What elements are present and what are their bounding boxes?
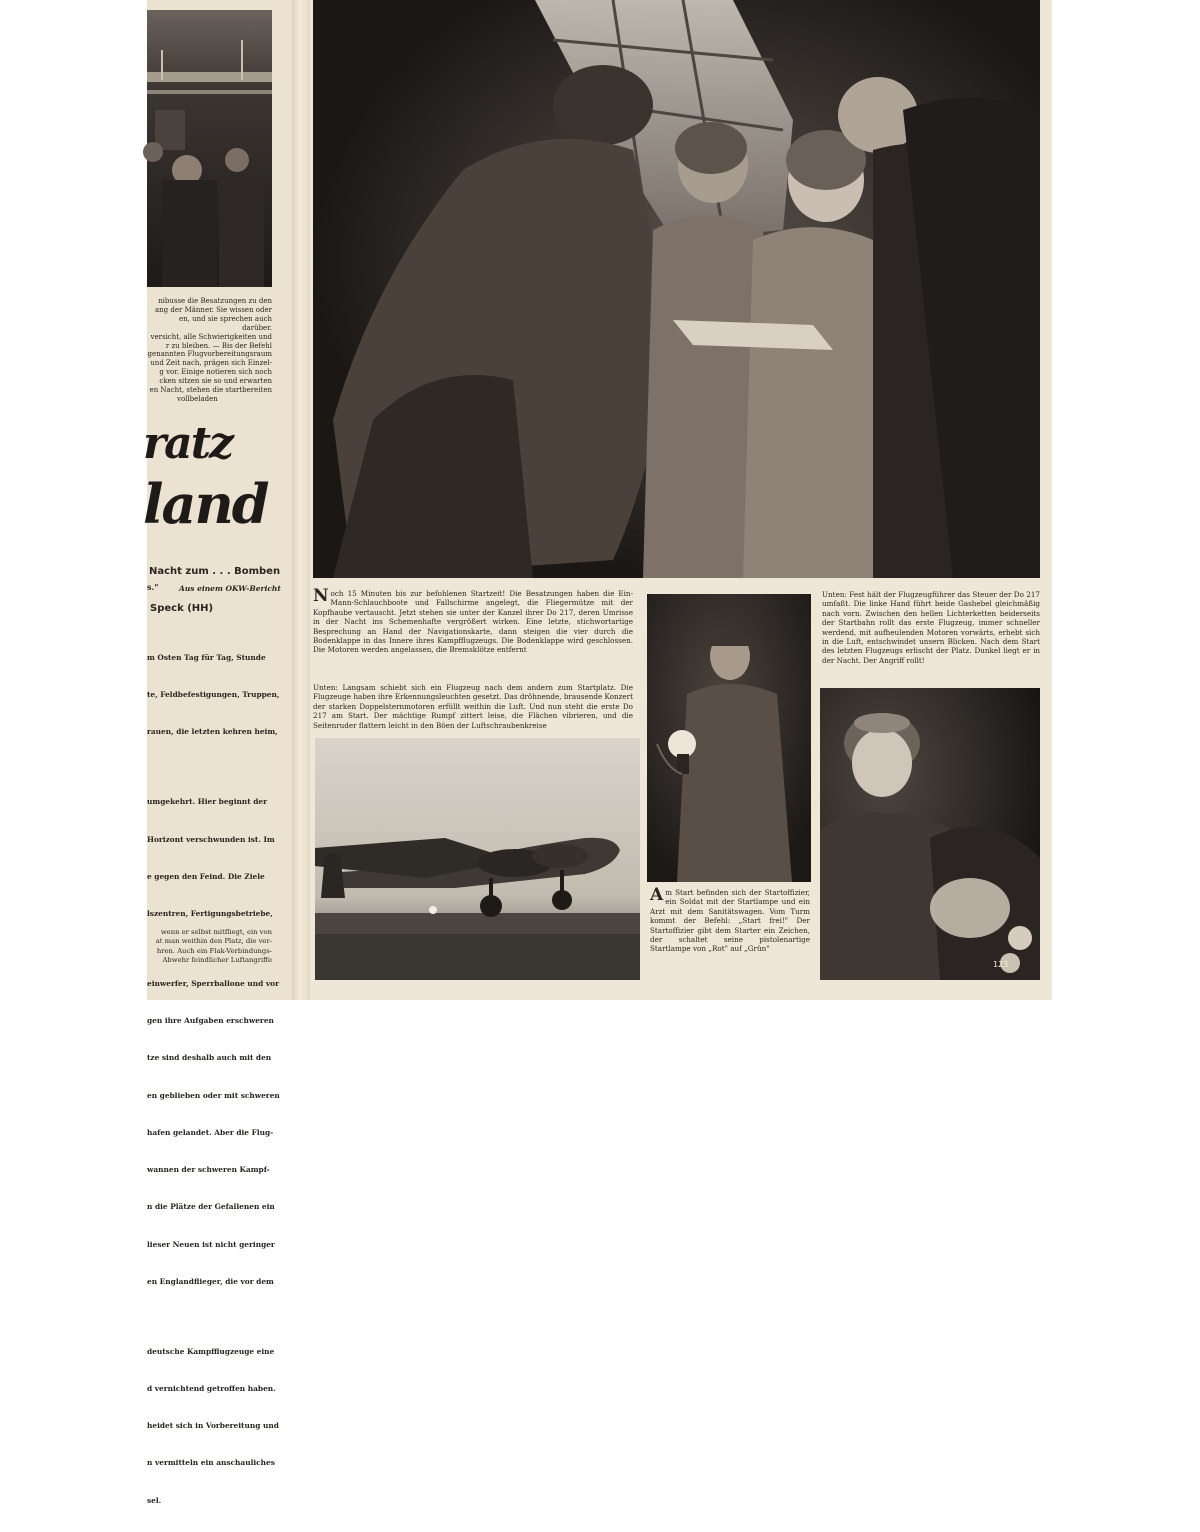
article-line: umgekehrt. Hier beginnt der xyxy=(147,797,268,807)
article-line: wannen der schweren Kampf- xyxy=(147,1165,270,1175)
caption-start-dropcap: A xyxy=(650,885,664,905)
bottom-line: Abwehr feindlicher Luftangriffe xyxy=(162,956,272,965)
source-line: Aus einem OKW-Bericht xyxy=(179,584,281,593)
article-line: Horizont verschwunden ist. Im xyxy=(147,834,275,844)
bottom-line: hren. Auch ein Flak-Verbindungs- xyxy=(156,946,272,955)
article-line: gen ihre Aufgaben erschweren xyxy=(147,1016,274,1026)
left-caption-line: cken sitzen sie so und erwarten xyxy=(159,377,272,386)
article-line: deutsche Kampfflugzeuge eine xyxy=(147,1346,275,1356)
left-caption-line: versicht, alle Schwierigkeiten und xyxy=(150,332,272,341)
start-officer-photo xyxy=(647,594,811,882)
caption-dropcap: N xyxy=(313,586,329,606)
article-line: hafen gelandet. Aber die Flug- xyxy=(147,1127,274,1137)
left-bottom-text xyxy=(147,928,272,966)
bus-interior-photo xyxy=(147,10,272,287)
caption-start-text: m Start befinden sich der Startoffizier, ein Soldat mit der Startlampe und ein Arzt mit dem Sanitätswagen. Vom Turm kommt der Befehl: „Start frei!" Der Startoffizier gibt dem Starter ein Zeichen, der schaltet seine pistolenartige Startlampe von „Rot" auf „Grün" xyxy=(650,888,810,954)
page-gutter xyxy=(292,0,310,1000)
article-line: sel. xyxy=(147,1495,162,1505)
article-line: lieser Neuen ist nicht geringer xyxy=(147,1239,275,1249)
left-caption-line: en Nacht, stehen die startbereiten xyxy=(149,386,272,395)
caption-taxi-text: Unten: Langsam schiebt sich ein Flugzeug nach dem andern zum Startplatz. Die Flugzeuge haben ihre Erkennungsleuchten gesetzt. Das dröhnende, brausende Konzert der starken Doppelsternmotoren erfüllt weithin die Luft. Und nun steht die erste Do 217 am Start. Der mächtige Rumpf zittert leise, die Flächen vibrieren, und die Seitenruder flattern leicht in den Böen der Luftschraubenkreise xyxy=(313,683,633,730)
article-line xyxy=(147,1313,272,1321)
article-line: en Englandflieger, die vor dem xyxy=(147,1276,274,1286)
article-line: n die Plätze der Gefallenen ein xyxy=(147,1202,275,1212)
caption-pilot-text: Unten: Fest hält der Flugzeugführer das Steuer der Do 217 umfaßt. Die linke Hand führt beide Gashebel gleichmäßig nach vorn. Zwischen den hellen Lichterketten beiderseits der Startbahn rollt das erste Flugzeug, immer schneller werdend, mit aufheulenden Motoren vorwärts, erhebt sich in die Luft, entschwindet unsern Blicken. Nach dem Start des letzten Flugzeugs erlischt der Platz. Dunkel liegt er in der Nacht. Der Angriff rollt! xyxy=(822,590,1040,665)
do217-aircraft-photo xyxy=(315,738,640,980)
caption-start xyxy=(650,885,810,954)
left-caption-line: en, und sie sprechen auch darüber. xyxy=(179,314,272,332)
article-line: te, Feldbefestigungen, Truppen, xyxy=(147,690,280,700)
caption-briefing xyxy=(313,586,633,655)
author-byline: Speck (HH) xyxy=(150,603,214,614)
caption-briefing-text: och 15 Minuten bis zur befohlenen Startzeit! Die Besatzungen haben die Ein-Mann-Schlauchboote und Fallschirme angelegt, die Fliegermütze mit der Kopfhaube vertauscht. Jetzt stehen sie unter der Kanzel ihrer Do 217, deren Umrisse in der Nacht ins Schemenhafte vergrößert wirken. Eine letzte, stichwortartige Besprechung an Hand der Navigationskarte, dann steigen die vier durch die Bodenklappe in das Innere ihres Kampfflugzeugs. Die Bodenklappe wird geschlossen. Die Motoren werden angelassen, die Bremsklötze entfernt xyxy=(313,589,633,655)
article-line: e gegen den Feind. Die Ziele xyxy=(147,871,265,881)
right-page xyxy=(310,0,1052,1000)
caption-taxi xyxy=(313,683,633,730)
left-article-body xyxy=(147,627,280,1532)
quote-end: s." xyxy=(147,582,159,592)
article-line: m Osten Tag für Tag, Stunde xyxy=(147,652,266,662)
bottom-line: at man weithin den Platz, die ver- xyxy=(155,937,272,946)
article-line: tze sind deshalb auch mit den xyxy=(147,1053,272,1063)
page-number: 123 xyxy=(993,960,1009,969)
article-line: d vernichtend getroffen haben. xyxy=(147,1383,276,1393)
headline-line-1: ratz xyxy=(143,418,233,469)
caption-pilot xyxy=(822,590,1040,665)
left-caption-line: ang der Männer. Sie wissen oder xyxy=(155,305,272,314)
crew-briefing-photo xyxy=(313,0,1040,578)
left-caption-line: vollbeladen xyxy=(177,394,218,403)
headline-line-2: land xyxy=(143,472,268,536)
article-line: rauen, die letzten kehren heim, xyxy=(147,727,278,737)
bottom-line: wenn er selbst mitfliegt, ein von xyxy=(160,928,272,936)
article-line: einwerfer, Sperrballone und vor xyxy=(147,978,279,988)
left-caption-line: und Zeit nach, prägen sich Einzel- xyxy=(150,359,272,368)
article-line: heidet sich in Vorbereitung und xyxy=(147,1421,279,1431)
magazine-spread xyxy=(143,0,1052,1505)
left-caption-line: r zu bleiben. — Bis der Befehl xyxy=(165,341,272,350)
left-caption-line: genannten Flugvorbereitungsraum xyxy=(147,350,272,359)
subtitle: Nacht zum . . . Bomben xyxy=(149,566,281,577)
left-caption-line: g vor. Einige notieren sich noch xyxy=(159,368,272,377)
left-caption xyxy=(147,297,272,404)
article-line: n vermitteln ein anschauliches xyxy=(147,1458,275,1468)
pilot-cockpit-photo xyxy=(820,688,1040,980)
left-page xyxy=(143,0,292,1505)
article-line: en geblieben oder mit schweren xyxy=(147,1090,280,1100)
article-line: lszentren, Fertigungsbetriebe, xyxy=(147,908,273,918)
left-caption-line: nibusse die Besatzungen zu den xyxy=(158,297,272,305)
article-line xyxy=(147,763,272,771)
